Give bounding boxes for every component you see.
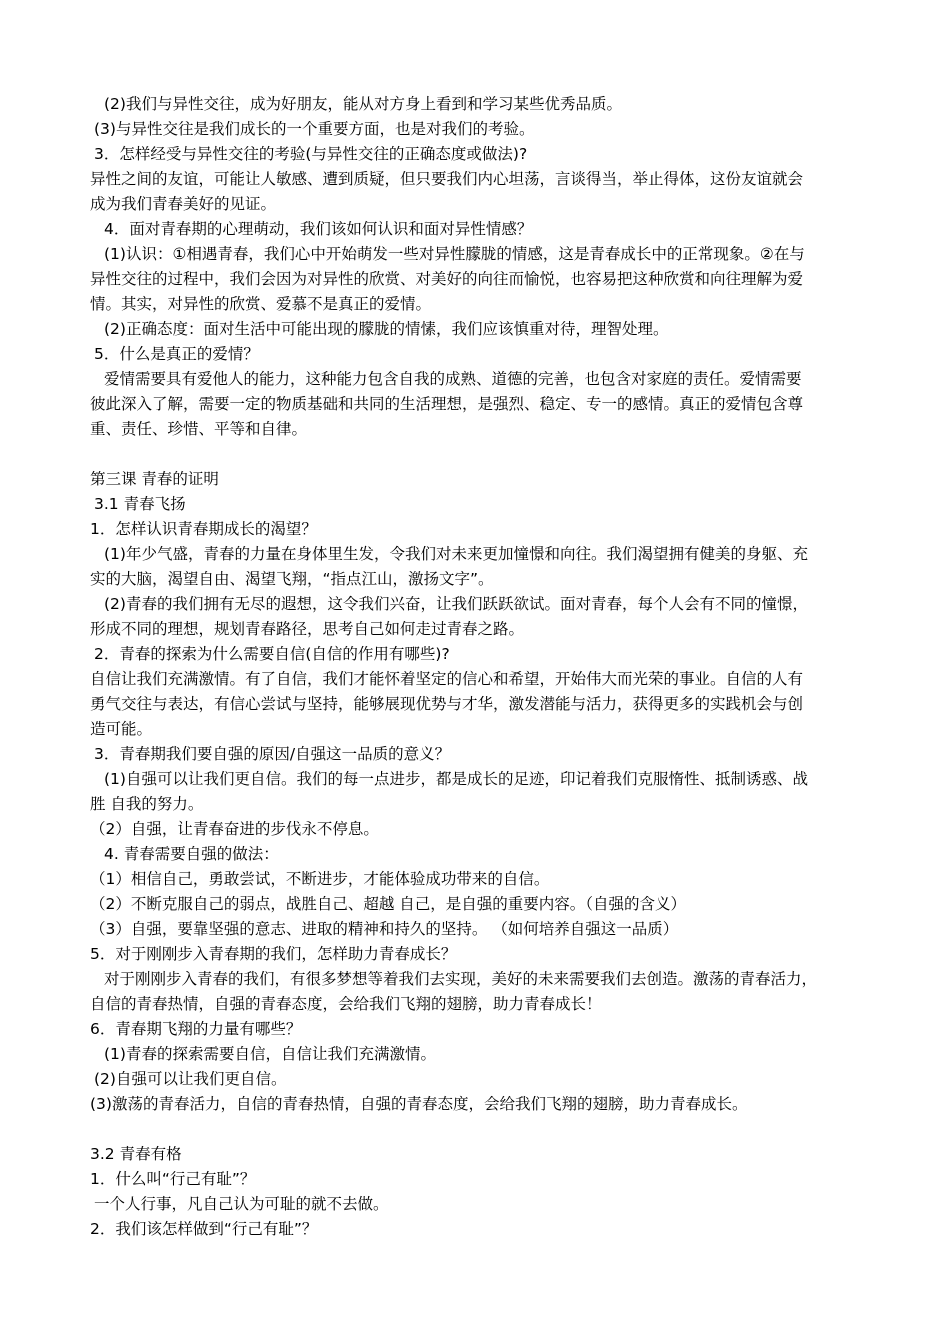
text-line: （1）相信自己，勇敢尝试，不断进步，才能体验成功带来的自信。 bbox=[90, 870, 550, 888]
section-heading: 6．青春期飞翔的力量有哪些？ bbox=[90, 1020, 302, 1038]
text-line: (3)激荡的青春活力，自信的青春热情，自强的青春态度，会给我们飞翔的翅膀，助力青春成长。 bbox=[90, 1095, 748, 1113]
section-heading: 5．什么是真正的爱情？ bbox=[94, 345, 259, 363]
chapter-title: 第三课 青春的证明 bbox=[90, 470, 219, 488]
section-title: 3.2 青春有格 bbox=[90, 1145, 182, 1163]
text-line: 异性之间的友谊，可能让人敏感、遭到质疑，但只要我们内心坦荡，言谈得当，举止得体，这份友谊就会 bbox=[90, 170, 804, 188]
section-heading: 2．青春的探索为什么需要自信(自信的作用有哪些)? bbox=[94, 645, 450, 663]
text-line: (2)正确态度：面对生活中可能出现的朦胧的情愫，我们应该慎重对待，理智处理。 bbox=[104, 320, 669, 338]
section-heading: 2．我们该怎样做到“行己有耻”？ bbox=[90, 1220, 318, 1238]
text-line: 造可能。 bbox=[90, 720, 153, 738]
text-line: 勇气交往与表达，有信心尝试与坚持，能够展现优势与才华，激发潜能与活力，获得更多的实践机会与创 bbox=[90, 695, 804, 713]
text-line: (1)认识：①相遇青春，我们心中开始萌发一些对异性朦胧的情感，这是青春成长中的正常现象。②在与 bbox=[104, 245, 805, 263]
section-heading: 4. 青春需要自强的做法： bbox=[104, 845, 279, 863]
text-line: （2）自强，让青春奋进的步伐永不停息。 bbox=[90, 820, 379, 838]
text-line: (3)与异性交往是我们成长的一个重要方面，也是对我们的考验。 bbox=[94, 120, 535, 138]
section-heading: 5．对于刚刚步入青春期的我们，怎样助力青春成长？ bbox=[90, 945, 457, 963]
section-heading: 3．怎样经受与异性交往的考验(与异性交往的正确态度或做法)? bbox=[94, 145, 528, 163]
text-line: 一个人行事，凡自己认为可耻的就不去做。 bbox=[94, 1195, 389, 1213]
section-title: 3.1 青春飞扬 bbox=[94, 495, 186, 513]
text-line: (1)年少气盛，青春的力量在身体里生发，令我们对未来更加憧憬和向往。我们渴望拥有健美的身躯、充 bbox=[104, 545, 808, 563]
text-line: 成为我们青春美好的见证。 bbox=[90, 195, 277, 213]
text-line: (1)青春的探索需要自信，自信让我们充满激情。 bbox=[104, 1045, 436, 1063]
text-line: 彼此深入了解，需要一定的物质基础和共同的生活理想，是强烈、稳定、专一的感情。真正的爱情包含尊 bbox=[90, 395, 804, 413]
section-heading: 1．什么叫“行己有耻”？ bbox=[90, 1170, 256, 1188]
text-line: 对于刚刚步入青春的我们，有很多梦想等着我们去实现，美好的未来需要我们去创造。激荡的青春活力， bbox=[104, 970, 818, 988]
text-line: (1)自强可以让我们更自信。我们的每一点进步，都是成长的足迹，印记着我们克服惰性、抵制诱惑、战 bbox=[104, 770, 808, 788]
text-line: 实的大脑，渴望自由、渴望飞翔，“指点江山，激扬文字”。 bbox=[90, 570, 494, 588]
section-heading: 4．面对青春期的心理萌动，我们该如何认识和面对异性情感？ bbox=[104, 220, 533, 238]
text-line: 异性交往的过程中，我们会因为对异性的欣赏、对美好的向往而愉悦，也容易把这种欣赏和向往理解为爱 bbox=[90, 270, 804, 288]
text-line: （2）不断克服自己的弱点，战胜自己、超越 自己，是自强的重要内容。（自强的含义） bbox=[90, 895, 687, 913]
text-line: 自信让我们充满激情。有了自信，我们才能怀着坚定的信心和希望，开始伟大而光荣的事业。自信的人有 bbox=[90, 670, 804, 688]
text-line: (2)我们与异性交往，成为好朋友，能从对方身上看到和学习某些优秀品质。 bbox=[104, 95, 622, 113]
text-line: (2)青春的我们拥有无尽的遐想，这令我们兴奋，让我们跃跃欲试。面对青春，每个人会有不同的憧憬， bbox=[104, 595, 808, 613]
text-line: 形成不同的理想，规划青春路径，思考自己如何走过青春之路。 bbox=[90, 620, 525, 638]
section-heading: 3．青春期我们要自强的原因/自强这一品质的意义？ bbox=[94, 745, 451, 763]
text-line: 胜 自我的努力。 bbox=[90, 795, 204, 813]
text-line: 重、责任、珍惜、平等和自律。 bbox=[90, 420, 308, 438]
text-line: 自信的青春热情，自强的青春态度，会给我们飞翔的翅膀，助力青春成长！ bbox=[90, 995, 602, 1013]
section-heading: 1．怎样认识青春期成长的渴望？ bbox=[90, 520, 317, 538]
text-line: 爱情需要具有爱他人的能力，这种能力包含自我的成熟、道德的完善，也包含对家庭的责任。爱情需要 bbox=[104, 370, 802, 388]
text-line: (2)自强可以让我们更自信。 bbox=[94, 1070, 287, 1088]
text-line: 情。其实，对异性的欣赏、爱慕不是真正的爱情。 bbox=[90, 295, 432, 313]
text-line: （3）自强，要靠坚强的意志、进取的精神和持久的坚持。 （如何培养自强这一品质） bbox=[90, 920, 679, 938]
